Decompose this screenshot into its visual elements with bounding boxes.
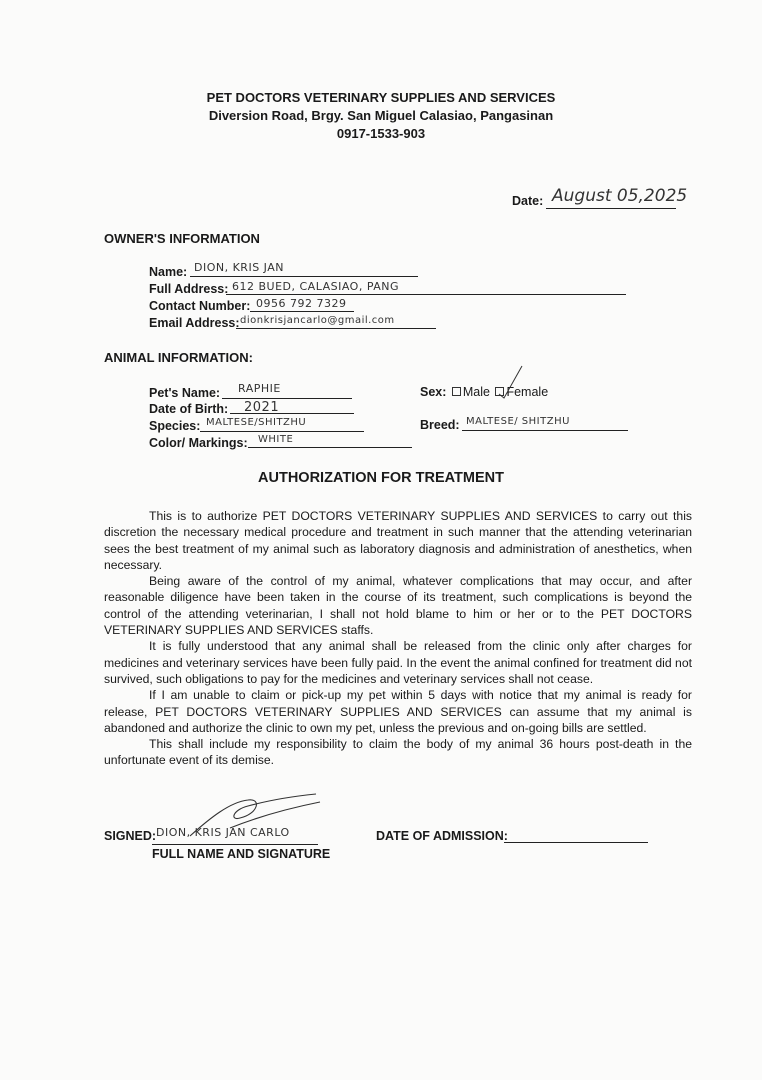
signed-value: DION, KRIS JAN CARLO [156, 826, 290, 839]
female-option-label: Female [506, 385, 549, 399]
sex-field [420, 385, 548, 399]
breed-label: Breed: [420, 418, 460, 432]
email-value: dionkrisjancarlo@gmail.com [240, 315, 395, 326]
pet-name-line [222, 398, 352, 399]
pet-name-label: Pet's Name: [149, 386, 221, 400]
sex-label: Sex: [420, 385, 447, 399]
owner-address-line [226, 294, 626, 295]
breed-line [462, 430, 628, 431]
admission-date-line [504, 842, 648, 843]
animal-info-heading: ANIMAL INFORMATION: [104, 350, 253, 365]
dob-value: 2021 [244, 400, 280, 415]
female-check-mark-icon [496, 364, 526, 400]
breed-value: MALTESE/ SHITZHU [466, 416, 570, 427]
signature-caption: FULL NAME AND SIGNATURE [152, 847, 331, 861]
authorization-title: AUTHORIZATION FOR TREATMENT [258, 470, 504, 486]
contact-number-label: Contact Number: [149, 299, 251, 313]
authorization-paragraph-2: Being aware of the control of my animal, whatever complications that may occur, and after reasonable diligence have been taken in the course of its treatment, such complications is beyond the control of the attending veterinarian, I shall not hold blame to him or her or to the PET DOCTORS VETERINARY SUPPLIES AND SERVICES staffs. [104, 574, 692, 638]
authorization-paragraph-3: It is fully understood that any animal shall be released from the clinic only after charges for medicines and veterinary services have been fully paid. In the event the animal confined for treatment did not survived, such obligations to pay for the medicines and veterinary services shall not cease. [104, 639, 692, 686]
owner-name-value: DION, KRIS JAN [194, 261, 284, 274]
date-line [546, 208, 676, 209]
authorization-paragraph-5: This shall include my responsibility to claim the body of my animal 36 hours post-death in the unfortunate event of its demise. [104, 737, 692, 768]
owner-name-line [190, 276, 418, 277]
male-checkbox[interactable] [452, 387, 461, 396]
authorization-body [104, 508, 692, 769]
owner-info-heading: OWNER'S INFORMATION [104, 231, 260, 246]
signature-line [152, 844, 318, 845]
email-label: Email Address: [149, 316, 240, 330]
color-label: Color/ Markings: [149, 436, 248, 450]
color-line [248, 447, 412, 448]
authorization-paragraph-1: This is to authorize PET DOCTORS VETERINARY SUPPLIES AND SERVICES to carry out this discretion the necessary medical procedure and treatment in such manner that the attending veterinarian sees the best treatment of my animal such as laboratory diagnosis and administration of anesthetics, when necessary. [104, 509, 692, 572]
business-phone: 0917-1533-903 [336, 126, 426, 141]
contact-number-value: 0956 792 7329 [256, 297, 347, 310]
species-value: MALTESE/SHITZHU [206, 417, 307, 428]
owner-address-label: Full Address: [149, 282, 229, 296]
authorization-paragraph-4: If I am unable to claim or pick-up my pet within 5 days with notice that my animal is ready for release, PET DOCTORS VETERINARY SUPPLIES AND SERVICES can assume that my animal is abandoned and authorize the clinic to own my pet, unless the previous and on-going bills are settled. [104, 688, 692, 735]
owner-name-label: Name: [149, 265, 188, 279]
male-option-label: Male [462, 385, 490, 399]
species-label: Species: [149, 419, 201, 433]
species-line [200, 431, 364, 432]
color-value: WHITE [258, 434, 294, 445]
business-name: PET DOCTORS VETERINARY SUPPLIES AND SERVICES [206, 90, 556, 105]
owner-address-value: 612 BUED, CALASIAO, PANG [232, 280, 400, 293]
dob-label: Date of Birth: [149, 402, 229, 416]
email-line [236, 328, 436, 329]
date-label: Date: [512, 194, 544, 208]
contact-number-line [250, 311, 354, 312]
admission-date-label: DATE OF ADMISSION: [376, 829, 508, 843]
pet-name-value: RAPHIE [238, 382, 281, 395]
date-value: August 05,2025 [552, 186, 688, 206]
signed-label: SIGNED: [104, 829, 157, 843]
business-address: Diversion Road, Brgy. San Miguel Calasiao, Pangasinan [208, 108, 554, 123]
